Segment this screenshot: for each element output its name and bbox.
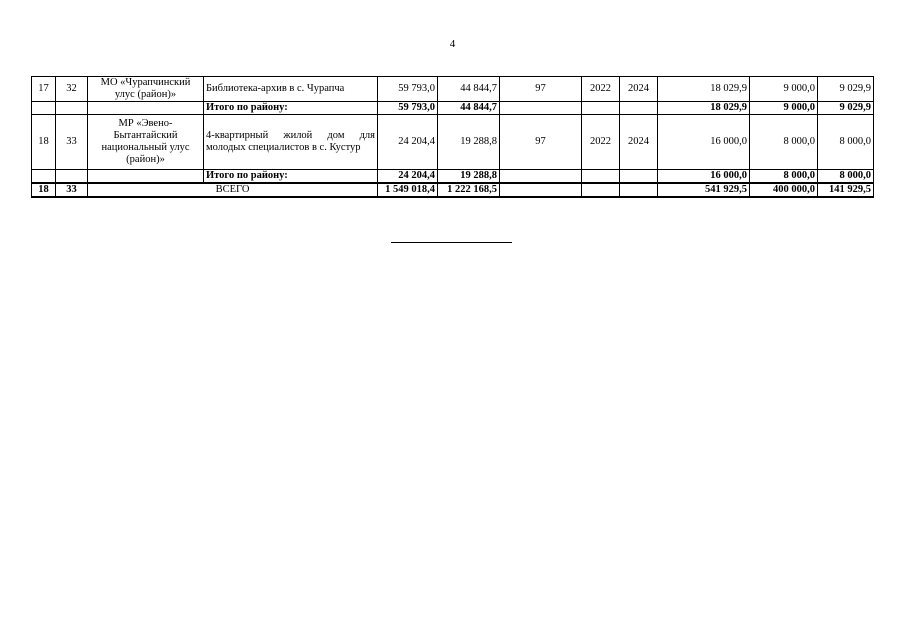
- subtotal-label: Итого по району:: [204, 170, 378, 184]
- end-year: 2024: [620, 77, 658, 102]
- funding-source-1: 9 000,0: [750, 77, 818, 102]
- remaining-cost: 19 288,8: [438, 115, 500, 170]
- start-year: 2022: [582, 77, 620, 102]
- start-year: 2022: [582, 115, 620, 170]
- grand-total-label: ВСЕГО: [88, 183, 378, 197]
- subtotal-funding-source-2: 8 000,0: [818, 170, 874, 184]
- empty-cell: [56, 102, 88, 115]
- empty-cell: [500, 102, 582, 115]
- row-number: 18: [32, 115, 56, 170]
- empty-cell: [32, 170, 56, 184]
- empty-cell: [620, 102, 658, 115]
- remaining-cost: 44 844,7: [438, 77, 500, 102]
- object-name: 4-квартирный жилой дом для молодых специалистов в с. Кустур: [204, 115, 378, 170]
- readiness-percent: 97: [500, 115, 582, 170]
- empty-cell: [582, 170, 620, 184]
- empty-cell: [32, 102, 56, 115]
- total-row-count: 18: [32, 183, 56, 197]
- total-funding-total: 541 929,5: [658, 183, 750, 197]
- estimated-cost: 59 793,0: [378, 77, 438, 102]
- subtotal-funding-source-1: 8 000,0: [750, 170, 818, 184]
- subtotal-estimated-cost: 59 793,0: [378, 102, 438, 115]
- subtotal-row: [32, 170, 874, 184]
- object-number: 33: [56, 115, 88, 170]
- subtotal-remaining-cost: 19 288,8: [438, 170, 500, 184]
- empty-cell: [582, 102, 620, 115]
- funding-source-1: 8 000,0: [750, 115, 818, 170]
- subtotal-row: [32, 102, 874, 115]
- total-object-count: 33: [56, 183, 88, 197]
- total-funding-source-1: 400 000,0: [750, 183, 818, 197]
- estimated-cost: 24 204,4: [378, 115, 438, 170]
- empty-cell: [500, 183, 582, 197]
- subtotal-funding-total: 18 029,9: [658, 102, 750, 115]
- empty-cell: [88, 170, 204, 184]
- empty-cell: [56, 170, 88, 184]
- grand-total-row: [32, 183, 874, 197]
- end-rule: [391, 242, 512, 243]
- district-name: МР «Эвено-Бытантайский национальный улус (район)»: [88, 115, 204, 170]
- subtotal-funding-source-2: 9 029,9: [818, 102, 874, 115]
- subtotal-estimated-cost: 24 204,4: [378, 170, 438, 184]
- readiness-percent: 97: [500, 77, 582, 102]
- empty-cell: [88, 102, 204, 115]
- funding-source-2: 9 029,9: [818, 77, 874, 102]
- table-row: [32, 77, 874, 102]
- empty-cell: [500, 170, 582, 184]
- district-name: МО «Чурапчинский улус (район)»: [88, 77, 204, 102]
- row-number: 17: [32, 77, 56, 102]
- empty-cell: [620, 183, 658, 197]
- table-row: [32, 115, 874, 170]
- funding-total: 18 029,9: [658, 77, 750, 102]
- subtotal-label: Итого по району:: [204, 102, 378, 115]
- empty-cell: [620, 170, 658, 184]
- funding-total: 16 000,0: [658, 115, 750, 170]
- empty-cell: [582, 183, 620, 197]
- subtotal-funding-source-1: 9 000,0: [750, 102, 818, 115]
- total-remaining-cost: 1 222 168,5: [438, 183, 500, 197]
- subtotal-remaining-cost: 44 844,7: [438, 102, 500, 115]
- page-number: 4: [449, 38, 456, 50]
- funding-source-2: 8 000,0: [818, 115, 874, 170]
- object-number: 32: [56, 77, 88, 102]
- total-estimated-cost: 1 549 018,4: [378, 183, 438, 197]
- end-year: 2024: [620, 115, 658, 170]
- construction-objects-table: [31, 76, 874, 198]
- total-funding-source-2: 141 929,5: [818, 183, 874, 197]
- object-name: Библиотека-архив в с. Чурапча: [204, 77, 378, 102]
- subtotal-funding-total: 16 000,0: [658, 170, 750, 184]
